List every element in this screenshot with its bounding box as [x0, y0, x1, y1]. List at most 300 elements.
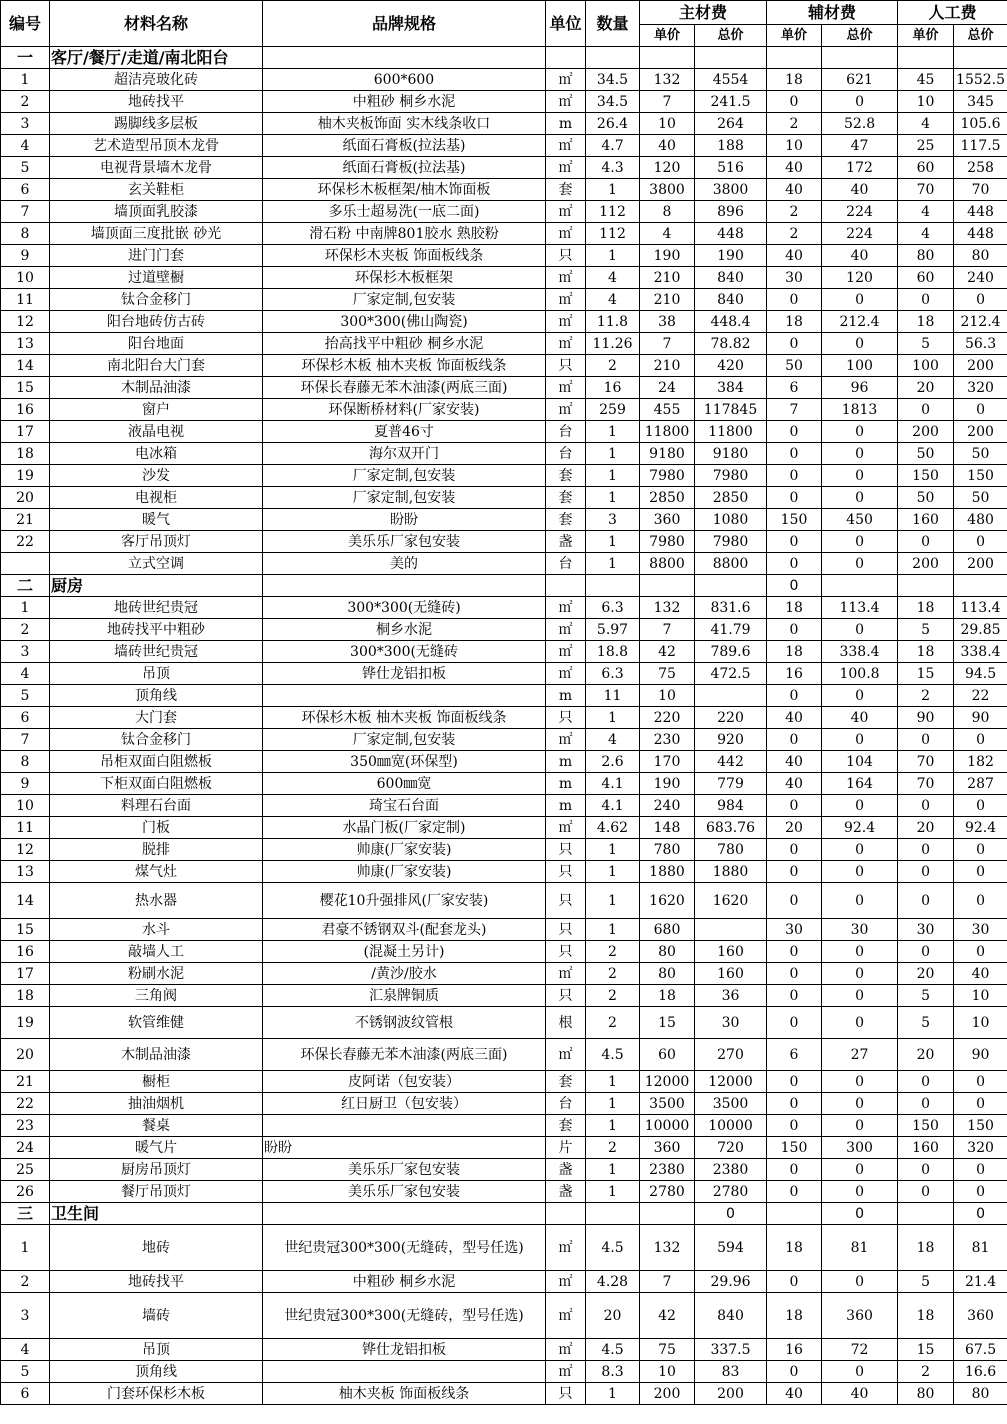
table-cell: 软管维健	[50, 1007, 263, 1039]
table-cell: 2850	[695, 487, 767, 509]
table-cell: 台	[546, 553, 586, 575]
table-cell: 4.62	[586, 817, 640, 839]
table-cell: ㎡	[546, 157, 586, 179]
table-cell: 0	[898, 1093, 954, 1115]
table-cell: 铧仕龙铝扣板	[263, 663, 546, 685]
table-row	[1, 333, 1007, 355]
table-cell: 电视背景墙木龙骨	[50, 157, 263, 179]
table-cell: 只	[546, 839, 586, 861]
table-row	[1, 1181, 1007, 1203]
table-row	[1, 941, 1007, 963]
section-title: 卫生间	[50, 1203, 263, 1225]
table-cell: 0	[767, 1115, 822, 1137]
table-cell: 根	[546, 1007, 586, 1039]
table-cell: 210	[640, 289, 695, 311]
table-cell: 2	[767, 201, 822, 223]
table-cell: 188	[695, 135, 767, 157]
table-cell: 套	[546, 1071, 586, 1093]
table-cell: 1	[586, 1383, 640, 1405]
table-cell: 9	[1, 773, 50, 795]
section-cell	[695, 47, 767, 69]
table-cell: 212.4	[954, 311, 1007, 333]
table-cell: 2	[1, 91, 50, 113]
table-cell: 789.6	[695, 641, 767, 663]
table-row	[1, 69, 1007, 91]
table-cell: 0	[767, 421, 822, 443]
table-cell: 0	[822, 883, 898, 919]
table-cell: 阳台地砖仿古砖	[50, 311, 263, 333]
table-cell: 40	[640, 135, 695, 157]
table-cell: 22	[1, 531, 50, 553]
table-cell: 盼盼	[263, 1137, 546, 1159]
table-row	[1, 179, 1007, 201]
table-cell: 环保杉木板 柚木夹板 饰面板线条	[263, 355, 546, 377]
table-cell: 0	[767, 553, 822, 575]
table-cell: 顶角线	[50, 1361, 263, 1383]
table-cell: 0	[767, 963, 822, 985]
table-cell: 21	[1, 1071, 50, 1093]
table-row	[1, 553, 1007, 575]
table-cell: 83	[695, 1361, 767, 1383]
table-cell: ㎡	[546, 135, 586, 157]
table-cell: 2	[898, 685, 954, 707]
table-cell: 70	[898, 751, 954, 773]
table-cell: 258	[954, 157, 1007, 179]
section-number: 二	[1, 575, 50, 597]
table-cell: 230	[640, 729, 695, 751]
table-cell: 只	[546, 355, 586, 377]
section-cell: 0	[822, 1203, 898, 1225]
table-cell: 4	[586, 267, 640, 289]
header-spec: 品牌规格	[263, 1, 546, 47]
table-cell: 铧仕龙铝扣板	[263, 1339, 546, 1361]
table-cell: 67.5	[954, 1339, 1007, 1361]
table-row	[1, 1007, 1007, 1039]
section-cell: 0	[954, 1203, 1007, 1225]
table-cell: 10000	[640, 1115, 695, 1137]
table-cell: 20	[1, 1039, 50, 1071]
table-cell: 4	[1, 1339, 50, 1361]
table-cell: 敲墙人工	[50, 941, 263, 963]
table-cell: 台	[546, 443, 586, 465]
table-cell: ㎡	[546, 311, 586, 333]
table-cell: 132	[640, 69, 695, 91]
table-cell: 热水器	[50, 883, 263, 919]
table-cell: 套	[546, 465, 586, 487]
table-cell: 264	[695, 113, 767, 135]
table-cell: 780	[695, 839, 767, 861]
table-cell: 0	[767, 883, 822, 919]
table-cell: 45	[898, 69, 954, 91]
table-cell: 滑石粉 中南牌801胶水 熟胶粉	[263, 223, 546, 245]
table-cell: 259	[586, 399, 640, 421]
table-cell: 23	[1, 1115, 50, 1137]
table-cell: 纸面石膏板(拉法基)	[263, 135, 546, 157]
table-cell: 10	[640, 113, 695, 135]
table-cell: 水晶门板(厂家定制)	[263, 817, 546, 839]
table-cell: m	[546, 685, 586, 707]
table-cell: 100	[898, 355, 954, 377]
table-cell: 只	[546, 985, 586, 1007]
table-cell: 300*300(无缝砖	[263, 641, 546, 663]
table-cell: 套	[546, 179, 586, 201]
table-row	[1, 245, 1007, 267]
table-cell: 80	[954, 1383, 1007, 1405]
section-cell	[586, 47, 640, 69]
table-cell: 11.8	[586, 311, 640, 333]
table-cell: 帅康(厂家安装)	[263, 861, 546, 883]
table-cell: 台	[546, 1093, 586, 1115]
table-row	[1, 1225, 1007, 1271]
table-cell: 20	[586, 1293, 640, 1339]
table-cell: 0	[954, 795, 1007, 817]
table-cell: 2	[586, 1137, 640, 1159]
table-cell: 0	[822, 729, 898, 751]
table-cell: ㎡	[546, 399, 586, 421]
table-cell: 1552.5	[954, 69, 1007, 91]
table-cell: 840	[695, 267, 767, 289]
table-cell: 0	[822, 553, 898, 575]
table-cell: 10	[898, 91, 954, 113]
section-cell	[898, 47, 954, 69]
table-cell: 5	[1, 1361, 50, 1383]
table-cell: 0	[822, 1115, 898, 1137]
table-cell: 5	[898, 333, 954, 355]
table-cell: 窗户	[50, 399, 263, 421]
table-cell: 40	[767, 179, 822, 201]
table-cell: 4	[640, 223, 695, 245]
table-cell: 0	[767, 1181, 822, 1203]
table-cell: 150	[954, 1115, 1007, 1137]
table-cell: 7	[640, 619, 695, 641]
table-cell: 2	[1, 619, 50, 641]
table-cell: 320	[954, 377, 1007, 399]
table-cell: 455	[640, 399, 695, 421]
table-cell: 7	[767, 399, 822, 421]
table-cell: 10	[767, 135, 822, 157]
table-cell: 下柜双面白阻燃板	[50, 773, 263, 795]
table-cell: 1813	[822, 399, 898, 421]
table-cell: 113.4	[822, 597, 898, 619]
table-cell: 吊顶	[50, 663, 263, 685]
table-cell: 多乐士超易洗(一底二面)	[263, 201, 546, 223]
table-cell: 0	[822, 839, 898, 861]
table-cell: 0	[767, 465, 822, 487]
table-cell: 24	[1, 1137, 50, 1159]
table-cell: 暖气	[50, 509, 263, 531]
table-cell: 9180	[640, 443, 695, 465]
table-cell: 2380	[640, 1159, 695, 1181]
table-cell: 1	[586, 707, 640, 729]
table-cell: 30	[695, 1007, 767, 1039]
table-cell: 21.4	[954, 1271, 1007, 1293]
table-cell: 5	[1, 685, 50, 707]
table-cell: 美的	[263, 553, 546, 575]
table-cell: 只	[546, 245, 586, 267]
table-row	[1, 685, 1007, 707]
table-cell: 18	[1, 443, 50, 465]
table-cell: 1	[586, 487, 640, 509]
table-cell: 36	[695, 985, 767, 1007]
table-cell: 70	[954, 179, 1007, 201]
table-cell: 105.6	[954, 113, 1007, 135]
table-cell: 30	[898, 919, 954, 941]
table-cell: 40	[767, 245, 822, 267]
table-cell: 448	[954, 223, 1007, 245]
table-cell: 6.3	[586, 663, 640, 685]
header-main-price: 单价	[640, 25, 695, 47]
table-cell: 0	[767, 289, 822, 311]
table-cell: 15	[898, 1339, 954, 1361]
table-cell: 7	[1, 201, 50, 223]
table-cell: 厂家定制,包安装	[263, 289, 546, 311]
table-cell: 8800	[640, 553, 695, 575]
table-cell: 立式空调	[50, 553, 263, 575]
table-cell: ㎡	[546, 69, 586, 91]
table-cell: 80	[954, 245, 1007, 267]
table-cell: 360	[822, 1293, 898, 1339]
table-cell: 90	[954, 1039, 1007, 1071]
table-cell: 5	[898, 1271, 954, 1293]
table-cell: 720	[695, 1137, 767, 1159]
table-cell: 34.5	[586, 69, 640, 91]
table-cell: 16	[1, 399, 50, 421]
table-cell: 1	[586, 919, 640, 941]
table-row	[1, 465, 1007, 487]
table-cell: 5	[1, 157, 50, 179]
table-cell: ㎡	[546, 201, 586, 223]
table-cell: 1	[586, 531, 640, 553]
table-cell: 10000	[695, 1115, 767, 1137]
table-cell: 0	[898, 839, 954, 861]
table-cell: 0	[767, 729, 822, 751]
table-cell	[695, 685, 767, 707]
table-cell: 241.5	[695, 91, 767, 113]
table-cell: 盼盼	[263, 509, 546, 531]
table-cell: 170	[640, 751, 695, 773]
table-cell: 5.97	[586, 619, 640, 641]
table-cell: 14	[1, 883, 50, 919]
table-cell: 套	[546, 1115, 586, 1137]
table-cell: 0	[954, 729, 1007, 751]
table-cell: 448	[695, 223, 767, 245]
table-cell: 160	[695, 941, 767, 963]
table-cell: 南北阳台大门套	[50, 355, 263, 377]
table-cell: 环保长春藤无苯木油漆(两底三面)	[263, 377, 546, 399]
table-cell: 0	[898, 883, 954, 919]
table-cell: 过道壁橱	[50, 267, 263, 289]
table-cell: 0	[822, 487, 898, 509]
table-cell: 0	[767, 1093, 822, 1115]
table-cell: 300*300(佛山陶瓷)	[263, 311, 546, 333]
table-cell: 360	[640, 509, 695, 531]
table-cell: 21	[1, 509, 50, 531]
table-cell: 13	[1, 333, 50, 355]
table-cell: 0	[822, 289, 898, 311]
table-cell: ㎡	[546, 377, 586, 399]
table-cell: 190	[640, 245, 695, 267]
table-cell: 34.5	[586, 91, 640, 113]
header-labor: 人工费	[898, 1, 1007, 25]
table-cell: 4	[898, 113, 954, 135]
table-cell: 0	[822, 619, 898, 641]
table-cell: 11800	[640, 421, 695, 443]
table-cell: 9	[1, 245, 50, 267]
table-cell: 18	[898, 311, 954, 333]
table-cell: 75	[640, 1339, 695, 1361]
table-cell: 餐厅吊顶灯	[50, 1181, 263, 1203]
table-row	[1, 289, 1007, 311]
table-cell: 150	[767, 1137, 822, 1159]
table-cell: 11800	[695, 421, 767, 443]
table-cell: 18	[898, 1293, 954, 1339]
table-cell: 30	[822, 919, 898, 941]
table-cell: 80	[898, 1383, 954, 1405]
table-cell: 0	[822, 1159, 898, 1181]
table-cell: 240	[954, 267, 1007, 289]
table-cell: 680	[640, 919, 695, 941]
table-cell: 2	[586, 355, 640, 377]
table-cell: 7980	[695, 465, 767, 487]
table-cell: 18	[640, 985, 695, 1007]
table-cell	[263, 1115, 546, 1137]
table-cell: 煤气灶	[50, 861, 263, 883]
table-cell: 环保杉木板框架/柚木饰面板	[263, 179, 546, 201]
table-cell: 中粗砂 桐乡水泥	[263, 1271, 546, 1293]
table-cell: 0	[767, 941, 822, 963]
table-cell: 200	[954, 553, 1007, 575]
table-cell: 779	[695, 773, 767, 795]
table-cell: 1	[586, 883, 640, 919]
table-cell: 厂家定制,包安装	[263, 487, 546, 509]
table-cell: 1	[586, 861, 640, 883]
table-cell: 顶角线	[50, 685, 263, 707]
table-cell: 78.82	[695, 333, 767, 355]
section-title: 客厅/餐厅/走道/南北阳台	[50, 47, 263, 69]
table-cell: 0	[898, 795, 954, 817]
table-cell: 吊柜双面白阻燃板	[50, 751, 263, 773]
table-cell: 42	[640, 641, 695, 663]
table-cell: 18	[767, 641, 822, 663]
table-cell: 104	[822, 751, 898, 773]
table-cell: 92.4	[822, 817, 898, 839]
table-row	[1, 751, 1007, 773]
table-cell: 220	[640, 707, 695, 729]
table-cell: 8800	[695, 553, 767, 575]
section-cell	[767, 1203, 822, 1225]
table-cell: 40	[822, 707, 898, 729]
table-cell: 7	[640, 333, 695, 355]
table-cell: 2	[586, 963, 640, 985]
table-cell: 30	[767, 919, 822, 941]
table-row	[1, 963, 1007, 985]
table-cell: 60	[898, 157, 954, 179]
table-cell: 1	[1, 597, 50, 619]
table-cell: 1	[586, 179, 640, 201]
section-number: 一	[1, 47, 50, 69]
table-cell: 10	[1, 795, 50, 817]
header-aux-price: 单价	[767, 25, 822, 47]
table-cell: 料理石台面	[50, 795, 263, 817]
table-cell: 16	[767, 1339, 822, 1361]
table-cell: 7980	[695, 531, 767, 553]
table-cell: 17	[1, 421, 50, 443]
table-cell: 海尔双开门	[263, 443, 546, 465]
table-cell: 50	[954, 487, 1007, 509]
table-cell: 18	[1, 985, 50, 1007]
table-cell: 442	[695, 751, 767, 773]
table-cell: 2	[586, 985, 640, 1007]
table-cell: 环保杉木板框架	[263, 267, 546, 289]
table-row	[1, 1115, 1007, 1137]
table-cell: 0	[822, 861, 898, 883]
table-cell: 840	[695, 1293, 767, 1339]
table-cell: 220	[695, 707, 767, 729]
section-cell	[640, 1203, 695, 1225]
table-cell: 182	[954, 751, 1007, 773]
table-cell: 4	[1, 663, 50, 685]
table-cell: 840	[695, 289, 767, 311]
table-cell: 300	[822, 1137, 898, 1159]
table-cell: 樱花10升强排风(厂家安装)	[263, 883, 546, 919]
table-cell: 3500	[640, 1093, 695, 1115]
table-cell: 70	[898, 179, 954, 201]
table-cell: 96	[822, 377, 898, 399]
table-cell: 172	[822, 157, 898, 179]
table-cell: 只	[546, 1383, 586, 1405]
header-aux-total: 总价	[822, 25, 898, 47]
table-cell: 0	[767, 685, 822, 707]
table-cell: 大门套	[50, 707, 263, 729]
table-cell: 15	[1, 377, 50, 399]
table-row	[1, 919, 1007, 941]
table-cell: 600㎜宽	[263, 773, 546, 795]
section-cell	[898, 1203, 954, 1225]
table-cell: 150	[767, 509, 822, 531]
table-cell: 5	[898, 1007, 954, 1039]
table-cell: 420	[695, 355, 767, 377]
table-cell: 0	[822, 1071, 898, 1093]
table-cell: 72	[822, 1339, 898, 1361]
section-row	[1, 575, 1007, 597]
table-cell: 40	[767, 751, 822, 773]
table-cell: 27	[822, 1039, 898, 1071]
table-cell: 5	[898, 985, 954, 1007]
table-cell: 338.4	[954, 641, 1007, 663]
table-row	[1, 619, 1007, 641]
table-cell: 200	[898, 421, 954, 443]
table-cell: 200	[640, 1383, 695, 1405]
table-cell: 0	[822, 795, 898, 817]
table-cell: 1	[586, 839, 640, 861]
section-cell: 0	[695, 1203, 767, 1225]
table-cell: 200	[954, 421, 1007, 443]
table-cell: 350㎜宽(环保型)	[263, 751, 546, 773]
table-cell: 120	[640, 157, 695, 179]
section-cell	[546, 47, 586, 69]
table-cell: 1	[586, 1115, 640, 1137]
table-cell: 16	[767, 663, 822, 685]
table-cell: 0	[898, 941, 954, 963]
table-cell: 360	[954, 1293, 1007, 1339]
table-cell: 30	[767, 267, 822, 289]
table-cell: 22	[954, 685, 1007, 707]
table-cell: 美乐乐厂家包安装	[263, 531, 546, 553]
table-cell: 0	[767, 1159, 822, 1181]
table-cell: 4.5	[586, 1339, 640, 1361]
table-cell: 160	[695, 963, 767, 985]
table-cell: 盏	[546, 1159, 586, 1181]
